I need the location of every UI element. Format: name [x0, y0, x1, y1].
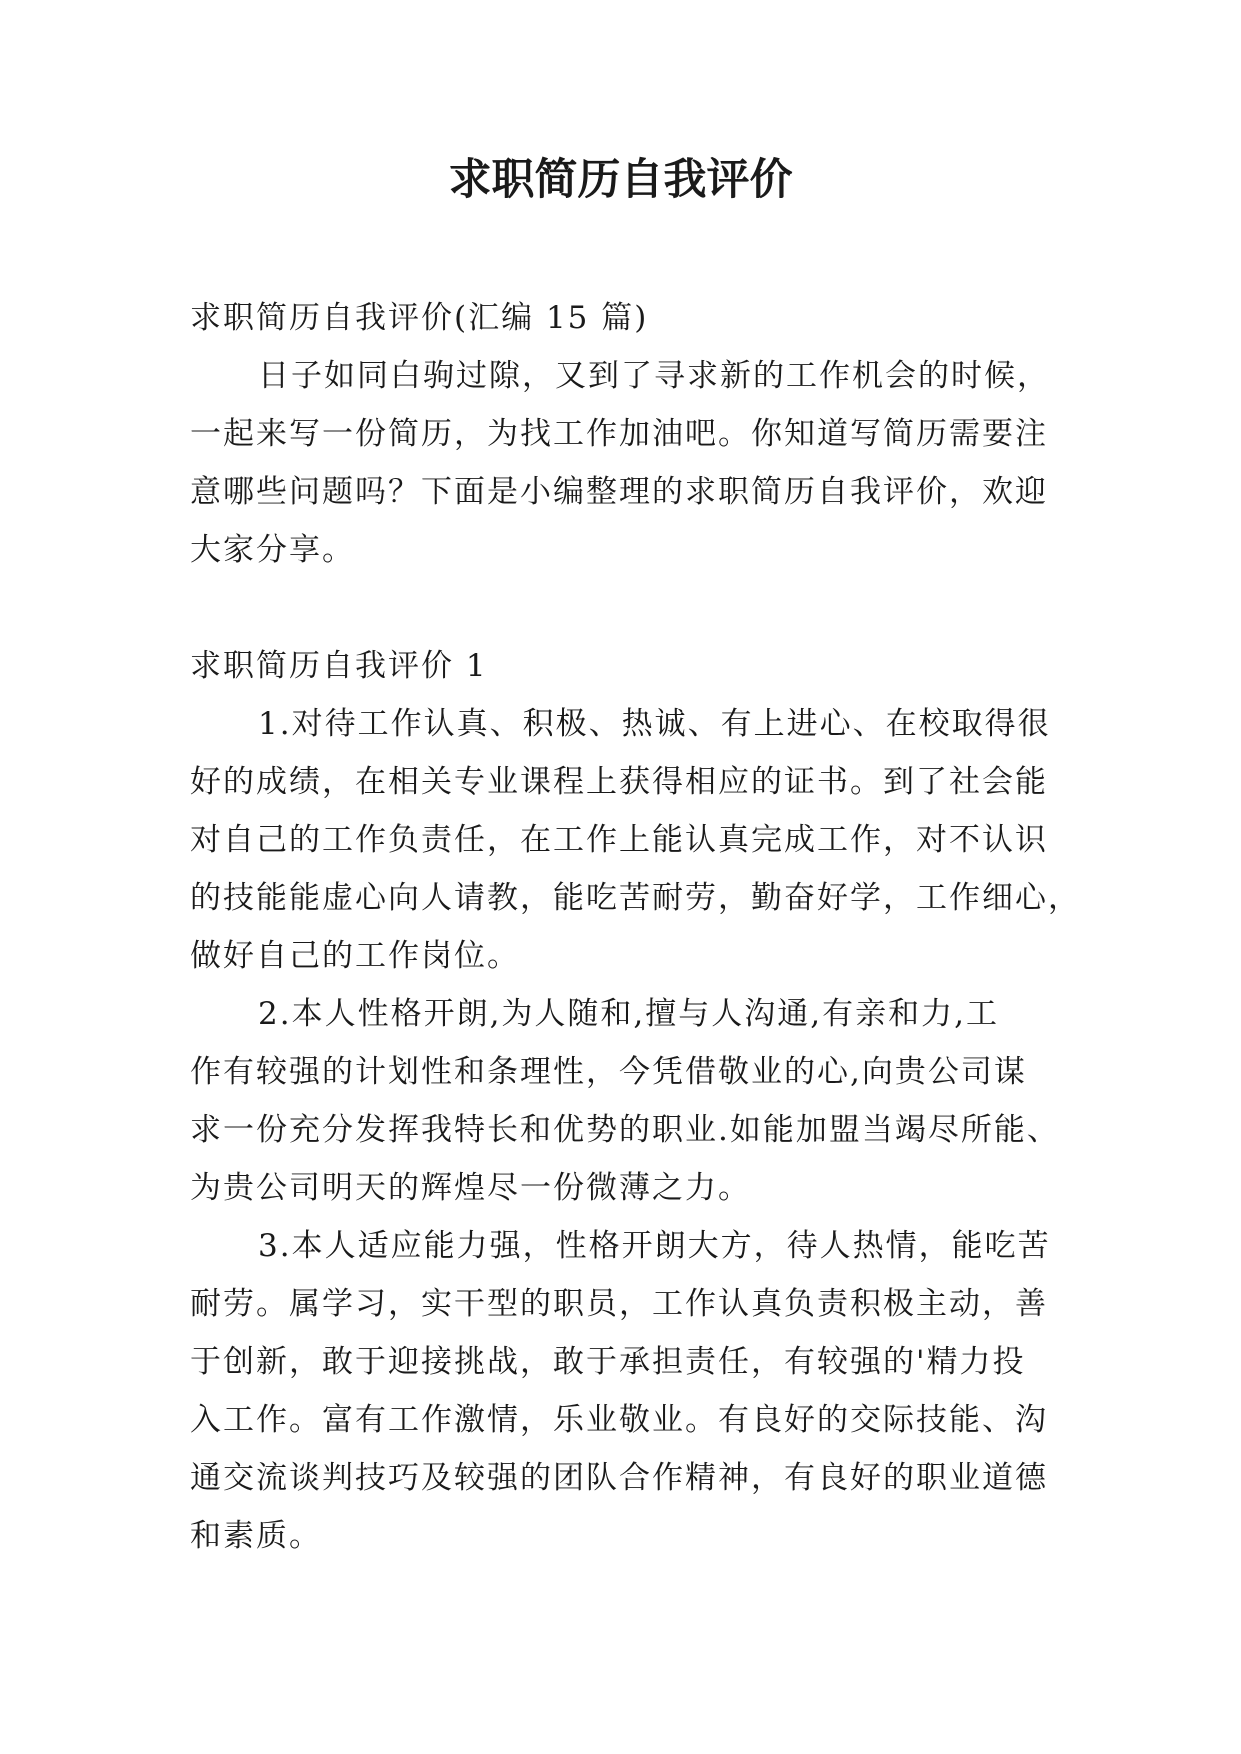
- item3-line: 3.本人适应能力强，性格开朗大方，待人热情，能吃苦: [258, 1228, 1051, 1264]
- item2-line: 求一份充分发挥我特长和优势的职业.如能加盟当竭尽所能、: [190, 1112, 1060, 1148]
- intro-line: 一起来写一份简历，为找工作加油吧。你知道写简历需要注: [190, 416, 1048, 452]
- item2-line: 作有较强的计划性和条理性，今凭借敬业的心,向贵公司谋: [190, 1054, 1027, 1090]
- item3-line: 入工作。富有工作激情，乐业敬业。有良好的交际技能、沟: [190, 1402, 1048, 1438]
- document-body: [190, 289, 1081, 1565]
- item3-line: 通交流谈判技巧及较强的团队合作精神，有良好的职业道德: [190, 1460, 1048, 1496]
- item1-line: 的技能能虚心向人请教，能吃苦耐劳，勤奋好学，工作细心，: [190, 880, 1081, 916]
- intro-line: 日子如同白驹过隙，又到了寻求新的工作机会的时候，: [258, 358, 1050, 394]
- item3-line: 和素质。: [190, 1518, 322, 1554]
- item1-line: 好的成绩，在相关专业课程上获得相应的证书。到了社会能: [190, 764, 1048, 800]
- document-subtitle: 求职简历自我评价(汇编 15 篇): [190, 300, 649, 336]
- paragraph-gap: [190, 579, 1060, 637]
- section-heading: 求职简历自我评价 1: [190, 648, 488, 684]
- item1-line: 1.对待工作认真、积极、热诚、有上进心、在校取得很: [258, 706, 1051, 742]
- item1-line: 做好自己的工作岗位。: [190, 938, 520, 974]
- item1-line: 对自己的工作负责任，在工作上能认真完成工作，对不认识: [190, 822, 1048, 858]
- item3-line: 于创新，敢于迎接挑战，敢于承担责任，有较强的'精力投: [190, 1344, 1026, 1380]
- intro-line: 大家分享。: [190, 532, 355, 568]
- item3-line: 耐劳。属学习，实干型的职员，工作认真负责积极主动，善: [190, 1286, 1048, 1322]
- item2-line: 为贵公司明天的辉煌尽一份微薄之力。: [190, 1170, 751, 1206]
- intro-line: 意哪些问题吗？下面是小编整理的求职简历自我评价，欢迎: [190, 474, 1048, 510]
- page-title: 求职简历自我评价: [448, 155, 793, 205]
- item2-line: 2.本人性格开朗,为人随和,擅与人沟通,有亲和力,工: [258, 996, 999, 1032]
